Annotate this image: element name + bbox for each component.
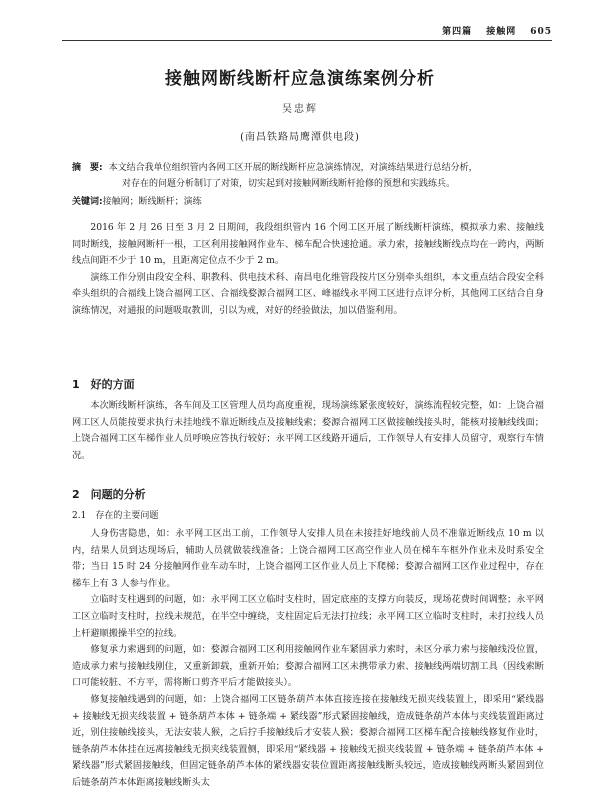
intro-section <box>72 220 544 320</box>
header-issue: 第四篇 <box>442 27 473 37</box>
header-section: 接触网 <box>486 27 517 37</box>
section-2-body <box>72 526 544 792</box>
section-2-paragraph-1: 人身伤害隐患，如：永平网工区出工前，工作领导人安排人员在未接挂好地线前人员不准靠近断线点 10 m 以内，结果人员到达现场后，辅助人员就做装线准备；上饶合福网工区高空作业人员在梯车车框外作业未及时系安全带；当日 15 时 24 分接触网作业车动车时，上饶合福网工区作业人员上下爬梯；婺源合福网工区作业过程中，存在梯车上有 3 人参与作业。 <box>72 528 544 589</box>
abstract-line-1: 本文结合我单位组织管内各网工区开展的断线断杆应急演练情况，对演练结果进行总结分析， <box>108 163 478 173</box>
section-1-paragraph-1: 本次断线断杆演练，各车间及工区管理人员均高度重视，现场演练紧张度较好，演练流程较完整，如：上饶合福网工区人员能按要求执行未挂地线不靠近断线点及接触线索；婺源合福网工区做接触线接头时，能核对接触线线面；上饶合福网工区车梯作业人员呼唤应答执行较好；永平网工区线路开通后，工作领导人有安排人员留守，观察行车情况。 <box>72 400 544 461</box>
section-2-paragraph-2: 立临时支柱遇到的问题，如：永平网工区立临时支柱时，固定底座的支撑方向装反，现场花费时间调整；永平网工区立临时支柱时，拉线未规范，在半空中缠绕，支柱固定后无法打拉线；永平网工区立临时支柱时，未打拉线人员上杆避顺搬操半空的拉线。 <box>72 594 544 639</box>
page-number: 605 <box>530 27 552 37</box>
keywords-label: 关键词: <box>72 197 103 207</box>
paper-title: 接触网断线断杆应急演练案例分析 <box>165 69 435 89</box>
section-2-paragraph-4: 修复接触线遇到的问题，如：上饶合福网工区链条葫芦本体直接连接在接触线无损夹线装置上，即采用“紧线器 + 接触线无损夹线装置 + 链条葫芦本体 + 链条端 + 紧线器”形式紧固接触线，造成链条葫芦本体与夹线装置距离过近，别住接触线接头，无法安装人猴，之后拧手接触线后才安装人猴；婺源合福网工区梯车配合接触线修复作业时，链条葫芦本体挂在远离接触线无损夹线装置侧，即采用“紧线器 + 接触线无损夹线装置 + 链条端 + 链条葫芦本体 + 紧线器”形式紧固接触线，但固定链条葫芦本体的紧线器安装位置距离接触线断头较远，造成接触线两断头紧固到位后链条葫芦本体距离接触线断头太 <box>72 693 544 788</box>
keywords-text: 接触网；断线断杆；演练 <box>102 197 202 207</box>
abstract <box>72 160 542 192</box>
header-rule <box>62 40 552 41</box>
section-2-paragraph-3: 修复承力索遇到的问题，如：婺源合福网工区利用接触网作业车紧固承力索时，未区分承力索与接触线没位置，造成承力索与接触线刚住，又重新卸载，重新开始；婺源合福网工区未携带承力索、接触线两端切割工具（因线索断口可能较脏、不方平，需将断口剪齐平后才能做接头）。 <box>72 644 544 689</box>
abstract-line-2: 对存在的问题分析制订了对策，切实起到对接触网断线断杆抢修的预想和实践练兵。 <box>122 179 456 189</box>
author-affiliation: (南昌铁路局鹰潭供电段) <box>240 132 360 143</box>
section-2-heading: 2 问题的分析 <box>72 488 146 501</box>
section-1-heading: 1 好的方面 <box>72 378 135 391</box>
intro-paragraph-1: 2016 年 2 月 26 日至 3 月 2 日期间，我段组织管内 16 个网工区开展了断线断杆演练，模拟承力索、接触线同时断线，接触网断杆一根，工区利用接触网作业车、梯车配合快速抢通。承力索，接触线断线点均在一跨内，两断线点间距不少于 10 m，且距离定位点不少于 2 m。 <box>72 222 544 267</box>
running-header <box>428 24 552 37</box>
abstract-label: 摘 要: <box>72 163 103 173</box>
author-name: 吴忠辉 <box>282 104 318 115</box>
intro-paragraph-2: 演练工作分别由段安全科、职教科、供电技术科、南昌电化维管段按片区分别牵头组织，本文重点结合段安全科牵头组织的合福线上饶合福网工区、合福线婺源合福网工区、峰福线永平网工区进行点评分析，其他网工区结合自身演练情况，对通报的问题吸取教训，引以为戒，对好的经验做法，加以借鉴利用。 <box>72 271 544 316</box>
section-1-body <box>72 398 544 464</box>
section-2-1-heading: 2.1 存在的主要问题 <box>72 511 159 521</box>
keywords <box>72 194 542 210</box>
